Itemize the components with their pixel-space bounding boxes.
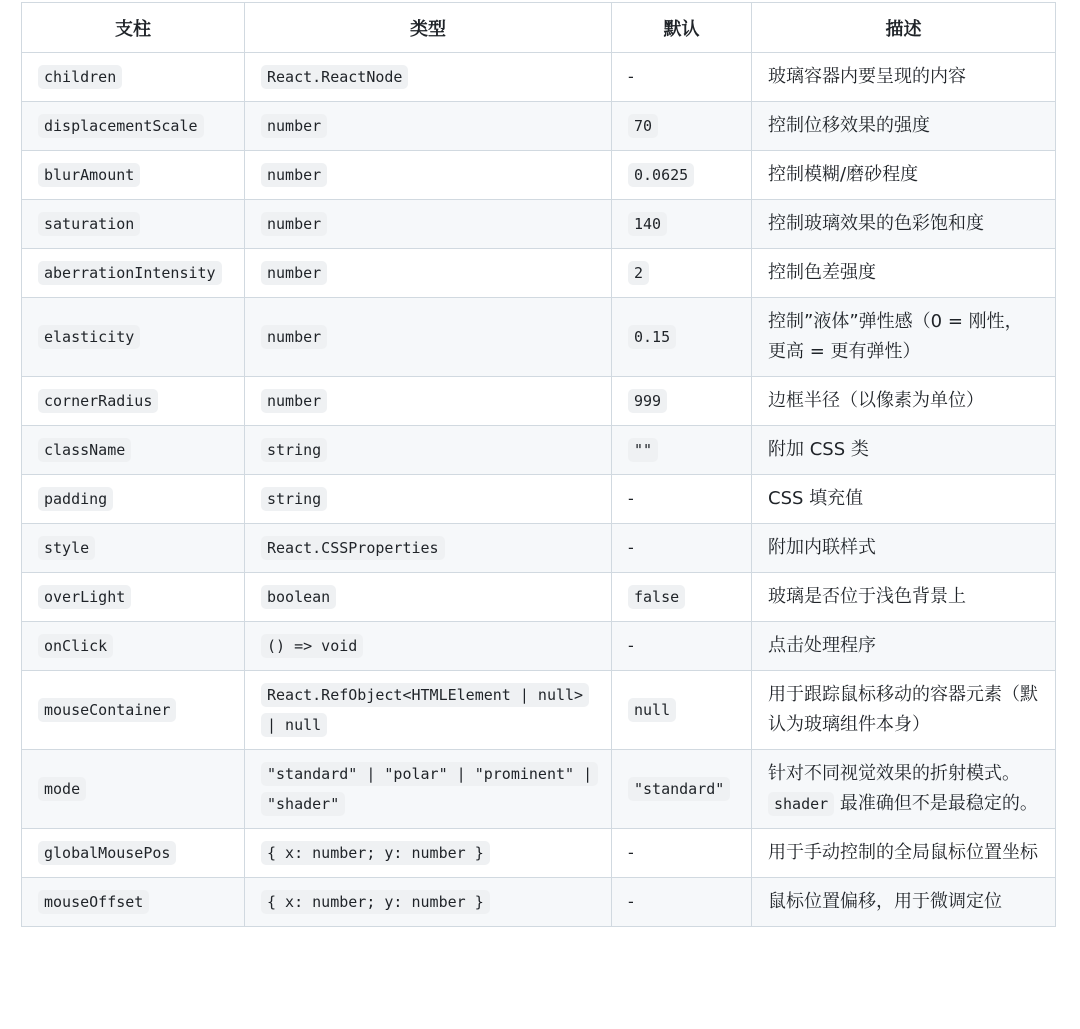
description-text: 鼠标位置偏移，用于微调定位 [768,891,1002,912]
default-value: null [628,698,676,722]
default-value: "" [628,438,658,462]
type-cell [245,102,612,151]
type-cell [245,53,612,102]
description-text: 玻璃容器内要呈现的内容 [768,66,966,87]
prop-cell [22,200,245,249]
prop-cell [22,298,245,377]
default-cell [612,200,752,249]
default-value: 0.15 [628,325,676,349]
default-cell [612,102,752,151]
type-cell [245,750,612,829]
type-cell [245,573,612,622]
prop-cell [22,524,245,573]
description-text: 用于手动控制的全局鼠标位置坐标 [768,842,1038,863]
type-value: boolean [261,585,336,609]
description-cell [752,829,1056,878]
default-value: - [628,843,634,862]
table-row [22,102,1056,151]
type-value: number [261,114,327,138]
description-text: 针对不同视觉效果的折射模式。 [768,763,1020,784]
description-text: 点击处理程序 [768,635,876,656]
prop-name: displacementScale [38,114,204,138]
props-table [21,2,1056,927]
default-cell [612,878,752,927]
table-row [22,53,1056,102]
description-cell [752,524,1056,573]
type-cell [245,524,612,573]
description-cell [752,102,1056,151]
default-cell [612,151,752,200]
type-cell [245,878,612,927]
description-cell [752,298,1056,377]
description-text: CSS 填充值 [768,488,864,509]
prop-name: children [38,65,122,89]
type-cell [245,475,612,524]
description-text: 附加 CSS 类 [768,439,869,460]
default-cell [612,622,752,671]
prop-cell [22,151,245,200]
type-value: number [261,261,327,285]
prop-name: globalMousePos [38,841,176,865]
type-cell [245,298,612,377]
prop-cell [22,249,245,298]
table-row [22,750,1056,829]
description-cell [752,249,1056,298]
description-cell [752,750,1056,829]
prop-cell [22,53,245,102]
default-cell [612,671,752,750]
table-row [22,573,1056,622]
header-default: 默认 [612,3,752,53]
prop-cell [22,671,245,750]
default-cell [612,53,752,102]
type-value: React.CSSProperties [261,536,445,560]
table-row [22,298,1056,377]
prop-name: cornerRadius [38,389,158,413]
prop-cell [22,377,245,426]
table-row [22,475,1056,524]
description-cell [752,878,1056,927]
table-row [22,829,1056,878]
default-value: - [628,67,634,86]
type-value: () => void [261,634,363,658]
type-cell [245,377,612,426]
type-value: { x: number; y: number } [261,841,490,865]
type-cell [245,671,612,750]
default-cell [612,573,752,622]
type-value: React.ReactNode [261,65,408,89]
header-description: 描述 [752,3,1056,53]
description-cell [752,573,1056,622]
table-row [22,200,1056,249]
prop-name: className [38,438,131,462]
default-cell [612,475,752,524]
description-text: 边框半径（以像素为单位） [768,390,984,411]
description-cell [752,475,1056,524]
description-cell [752,671,1056,750]
default-cell [612,426,752,475]
prop-name: elasticity [38,325,140,349]
default-cell [612,298,752,377]
prop-cell [22,102,245,151]
default-value: 999 [628,389,667,413]
description-text: 最准确但不是最稳定的。 [839,793,1038,814]
default-value: 140 [628,212,667,236]
default-cell [612,829,752,878]
default-cell [612,377,752,426]
table-row [22,249,1056,298]
prop-name: blurAmount [38,163,140,187]
prop-cell [22,475,245,524]
description-text: 附加内联样式 [768,537,876,558]
default-value: false [628,585,685,609]
prop-name: overLight [38,585,131,609]
table-header-row [22,3,1056,53]
table-row [22,151,1056,200]
description-text: 控制位移效果的强度 [768,115,930,136]
description-text: 控制色差强度 [768,262,876,283]
prop-cell [22,750,245,829]
type-value: React.RefObject<HTMLElement | null> | null [261,683,589,737]
type-value: number [261,389,327,413]
type-value: { x: number; y: number } [261,890,490,914]
description-text: 控制”液体”弹性感（0 = 刚性，更高 = 更有弹性） [768,311,1023,362]
type-value: number [261,212,327,236]
description-cell [752,200,1056,249]
header-prop: 支柱 [22,3,245,53]
description-text: 玻璃是否位于浅色背景上 [768,586,966,607]
default-value: 2 [628,261,649,285]
type-value: string [261,487,327,511]
type-value: string [261,438,327,462]
table-row [22,878,1056,927]
type-cell [245,426,612,475]
type-cell [245,829,612,878]
prop-cell [22,573,245,622]
type-cell [245,249,612,298]
prop-cell [22,878,245,927]
type-cell [245,622,612,671]
type-value: number [261,325,327,349]
table-row [22,622,1056,671]
default-cell [612,750,752,829]
default-value: - [628,538,634,557]
description-text: 用于跟踪鼠标移动的容器元素（默认为玻璃组件本身） [768,684,1038,735]
default-value: - [628,892,634,911]
default-value: - [628,489,634,508]
prop-name: onClick [38,634,113,658]
prop-name: mode [38,777,86,801]
default-value: "standard" [628,777,730,801]
prop-name: padding [38,487,113,511]
type-value: number [261,163,327,187]
prop-name: style [38,536,95,560]
description-code: shader [768,792,834,816]
prop-name: saturation [38,212,140,236]
description-cell [752,426,1056,475]
default-value: 70 [628,114,658,138]
prop-cell [22,622,245,671]
type-value: "standard" | "polar" | "prominent" | "shader" [261,762,598,816]
table-row [22,426,1056,475]
default-value: 0.0625 [628,163,694,187]
prop-name: aberrationIntensity [38,261,222,285]
type-cell [245,200,612,249]
default-cell [612,524,752,573]
type-cell [245,151,612,200]
description-cell [752,151,1056,200]
description-text: 控制玻璃效果的色彩饱和度 [768,213,984,234]
description-text: 控制模糊/磨砂程度 [768,164,919,185]
description-cell [752,622,1056,671]
prop-name: mouseOffset [38,890,149,914]
prop-cell [22,829,245,878]
default-cell [612,249,752,298]
description-cell [752,53,1056,102]
prop-name: mouseContainer [38,698,176,722]
description-cell [752,377,1056,426]
table-row [22,524,1056,573]
table-row [22,377,1056,426]
prop-cell [22,426,245,475]
header-type: 类型 [245,3,612,53]
table-row [22,671,1056,750]
default-value: - [628,636,634,655]
